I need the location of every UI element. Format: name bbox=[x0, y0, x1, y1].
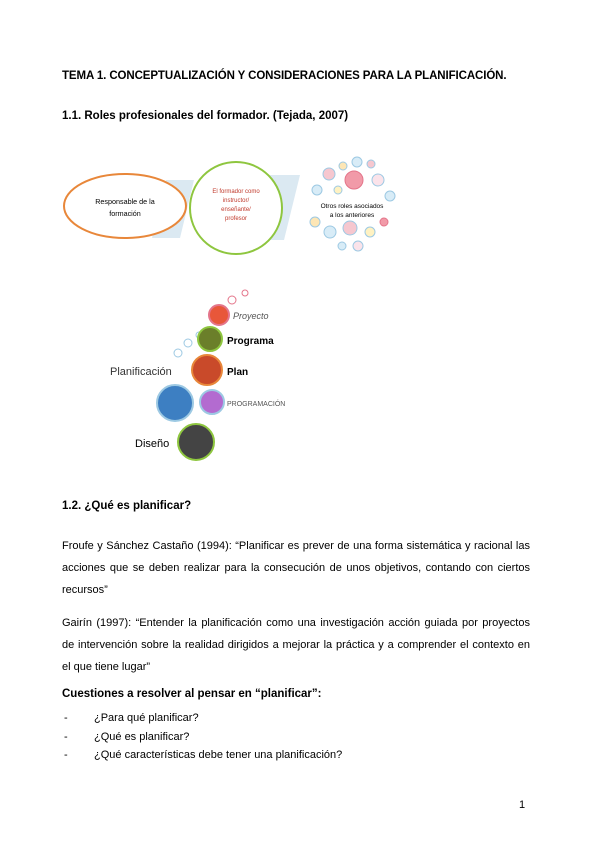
plan-circle bbox=[192, 355, 222, 385]
planning-diagram bbox=[100, 288, 320, 468]
page-number: 1 bbox=[519, 799, 526, 811]
que-heading: 1.2. ¿Qué es planificar? bbox=[62, 500, 192, 512]
question-text: ¿Qué características debe tener una planificación? bbox=[94, 749, 343, 761]
role2-line2: instructor/ bbox=[222, 198, 250, 204]
list-item bbox=[62, 709, 342, 728]
question-text: ¿Para qué planificar? bbox=[94, 712, 199, 724]
proyecto-label: Proyecto bbox=[233, 311, 269, 321]
planificacion-label: Planificación bbox=[110, 366, 172, 378]
list-item bbox=[62, 746, 342, 765]
question-text: ¿Qué es planificar? bbox=[94, 730, 190, 743]
list-item bbox=[62, 728, 342, 747]
role2-line4: profesor bbox=[224, 216, 248, 222]
role2-line3: enseñante/ bbox=[221, 207, 251, 213]
diseno-label: Diseño bbox=[135, 438, 170, 450]
roles-heading: 1.1. Roles profesionales del formador. (Tejada, 2007) bbox=[62, 110, 349, 122]
programacion-circle bbox=[200, 390, 224, 414]
role2-line1: El formador como bbox=[212, 189, 260, 195]
list-dash: - bbox=[64, 730, 68, 743]
plan-label: Plan bbox=[227, 367, 249, 378]
role3-line1: Otros roles asociados bbox=[320, 203, 384, 210]
main-heading: TEMA 1. CONCEPTUALIZACIÓN Y CONSIDERACIONES PARA LA PLANIFICACIÓN. bbox=[62, 70, 507, 82]
list-dash: - bbox=[64, 749, 68, 761]
diseno-circle bbox=[178, 424, 214, 460]
programacion-label: PROGRAMACIÓN bbox=[227, 401, 286, 408]
programa-label: Programa bbox=[227, 336, 274, 347]
role3-line2: a los anteriores bbox=[329, 212, 375, 219]
list-dash: - bbox=[64, 712, 68, 724]
proyecto-circle bbox=[209, 305, 229, 325]
programacion-left-circle bbox=[157, 385, 193, 421]
quote-froufe: Froufe y Sánchez Castaño (1994): “Planificar es prever de una forma sistemática y racional las acciones que se deben realizar para la consecución de unos objetivos, contando con ciertos recursos” bbox=[62, 540, 530, 596]
roles-diagram bbox=[60, 150, 400, 265]
quote-gairin: Gairín (1997): “Entender la planificación como una investigación acción guiada por proyectos de intervención sobre la realidad dirigidos a mejorar la práctica y a comprender el contexto en el que tiene lugar” bbox=[62, 617, 530, 673]
programa-circle bbox=[198, 327, 222, 351]
role1-line2: formación bbox=[109, 209, 141, 218]
role1-line1: Responsable de la bbox=[95, 197, 155, 206]
role1-ellipse bbox=[64, 174, 186, 238]
questions-title: Cuestiones a resolver al pensar en “planificar”: bbox=[62, 688, 322, 700]
questions-list bbox=[62, 709, 342, 765]
